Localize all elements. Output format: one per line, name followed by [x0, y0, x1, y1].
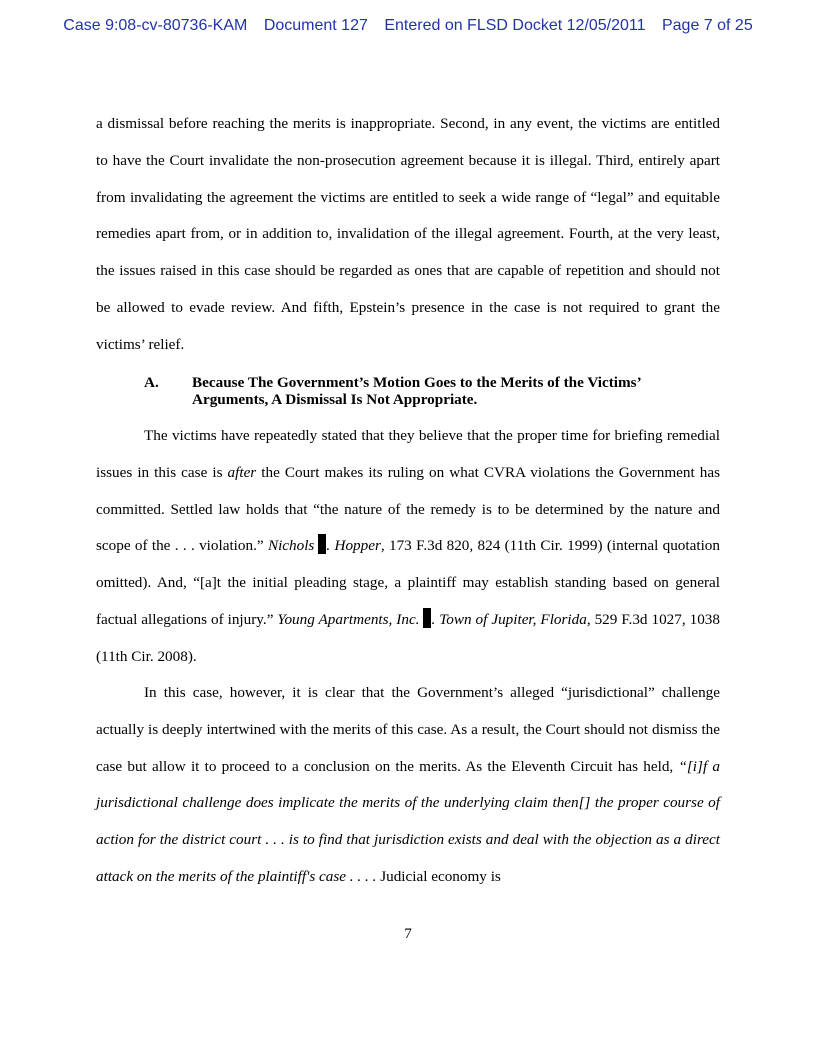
header-case-number: Case 9:08-cv-80736-KAM: [63, 17, 248, 34]
case-name-nichols: Nichols: [267, 537, 315, 555]
case-name-young-apartments: Young Apartments, Inc.: [277, 610, 420, 628]
case-name-hopper: . Hopper: [326, 537, 381, 555]
remedy-emphasis: after: [227, 463, 257, 481]
paragraph-jurisdiction: [96, 675, 720, 896]
citation-young-apartments: , 529 F.3d 1027, 1038 (11th Cir. 2008).: [96, 610, 720, 665]
jurisdiction-sentence-2: Judicial economy is: [376, 867, 501, 885]
header-entered-date: Entered on FLSD Docket 12/05/2011: [384, 17, 646, 34]
jurisdiction-sentence-1: In this case, however, it is clear that the Government’s alleged “jurisdictional” challenge actually is deeply intertwined with the merits of this case. As a result, the Court should not dismiss the case but allow it to proceed to a conclusion on the merits. As the Eleventh Circuit has held,: [96, 684, 720, 775]
paragraph-intro: [96, 106, 720, 364]
remedy-sentence-2: the Court makes its ruling on what CVRA violations the Government has committed. Settled law holds that “the nature of the remedy is to be determined by the nature and scope of the . . . violation.”: [96, 463, 720, 555]
paragraph-remedy-text: [96, 418, 720, 676]
header-document-number: Document 127: [263, 17, 368, 34]
section-heading: [96, 374, 720, 408]
header-page-count: Page 7 of 25: [661, 17, 753, 34]
citation-nichols: , 173 F.3d 820, 824 (11th Cir. 1999) (internal quotation omitted). And, “[a]t the initial pleading stage, a plaintiff may establish standing based on general factual allegations of injury.”: [96, 537, 720, 628]
section-heading-line1: Because The Government’s Motion Goes to the Merits of the Victims’: [192, 374, 642, 391]
case-name-town-of-jupiter: . Town of Jupiter, Florida: [431, 610, 587, 628]
remedy-sentence-1: The victims have repeatedly stated that they believe that the proper time for briefing remedial issues in this case is: [96, 427, 720, 481]
eleventh-circuit-quote: “[i]f a jurisdictional challenge does implicate the merits of the underlying claim then[] the proper course of action for the district court . . . is to find that jurisdiction exists and deal with the objection as a direct attack on the merits of the plaintiff's case . . . .: [96, 757, 720, 885]
docket-header: [0, 17, 816, 35]
paragraph-remedy: [96, 418, 720, 676]
page-number: 7: [404, 925, 412, 942]
section-letter: A.: [144, 374, 159, 391]
paragraph-jurisdiction-text: [96, 675, 720, 896]
section-heading-line2: Arguments, A Dismissal Is Not Appropriate.: [192, 391, 478, 408]
paragraph-intro-text: a dismissal before reaching the merits is inappropriate. Second, in any event, the victims are entitled to have the Court invalidate the non-prosecution agreement because it is illegal. Third, entirely apart from invalidating the agreement the victims are entitled to seek a wide range of “legal” and equitable remedies apart from, or in addition to, invalidation of the illegal agreement. Fourth, at the very least, the issues raised in this case should be regarded as ones that are capable of repetition and should not be allowed to evade review. And fifth, Epstein’s presence in the case is not required to grant the victims’ relief.: [96, 115, 720, 353]
